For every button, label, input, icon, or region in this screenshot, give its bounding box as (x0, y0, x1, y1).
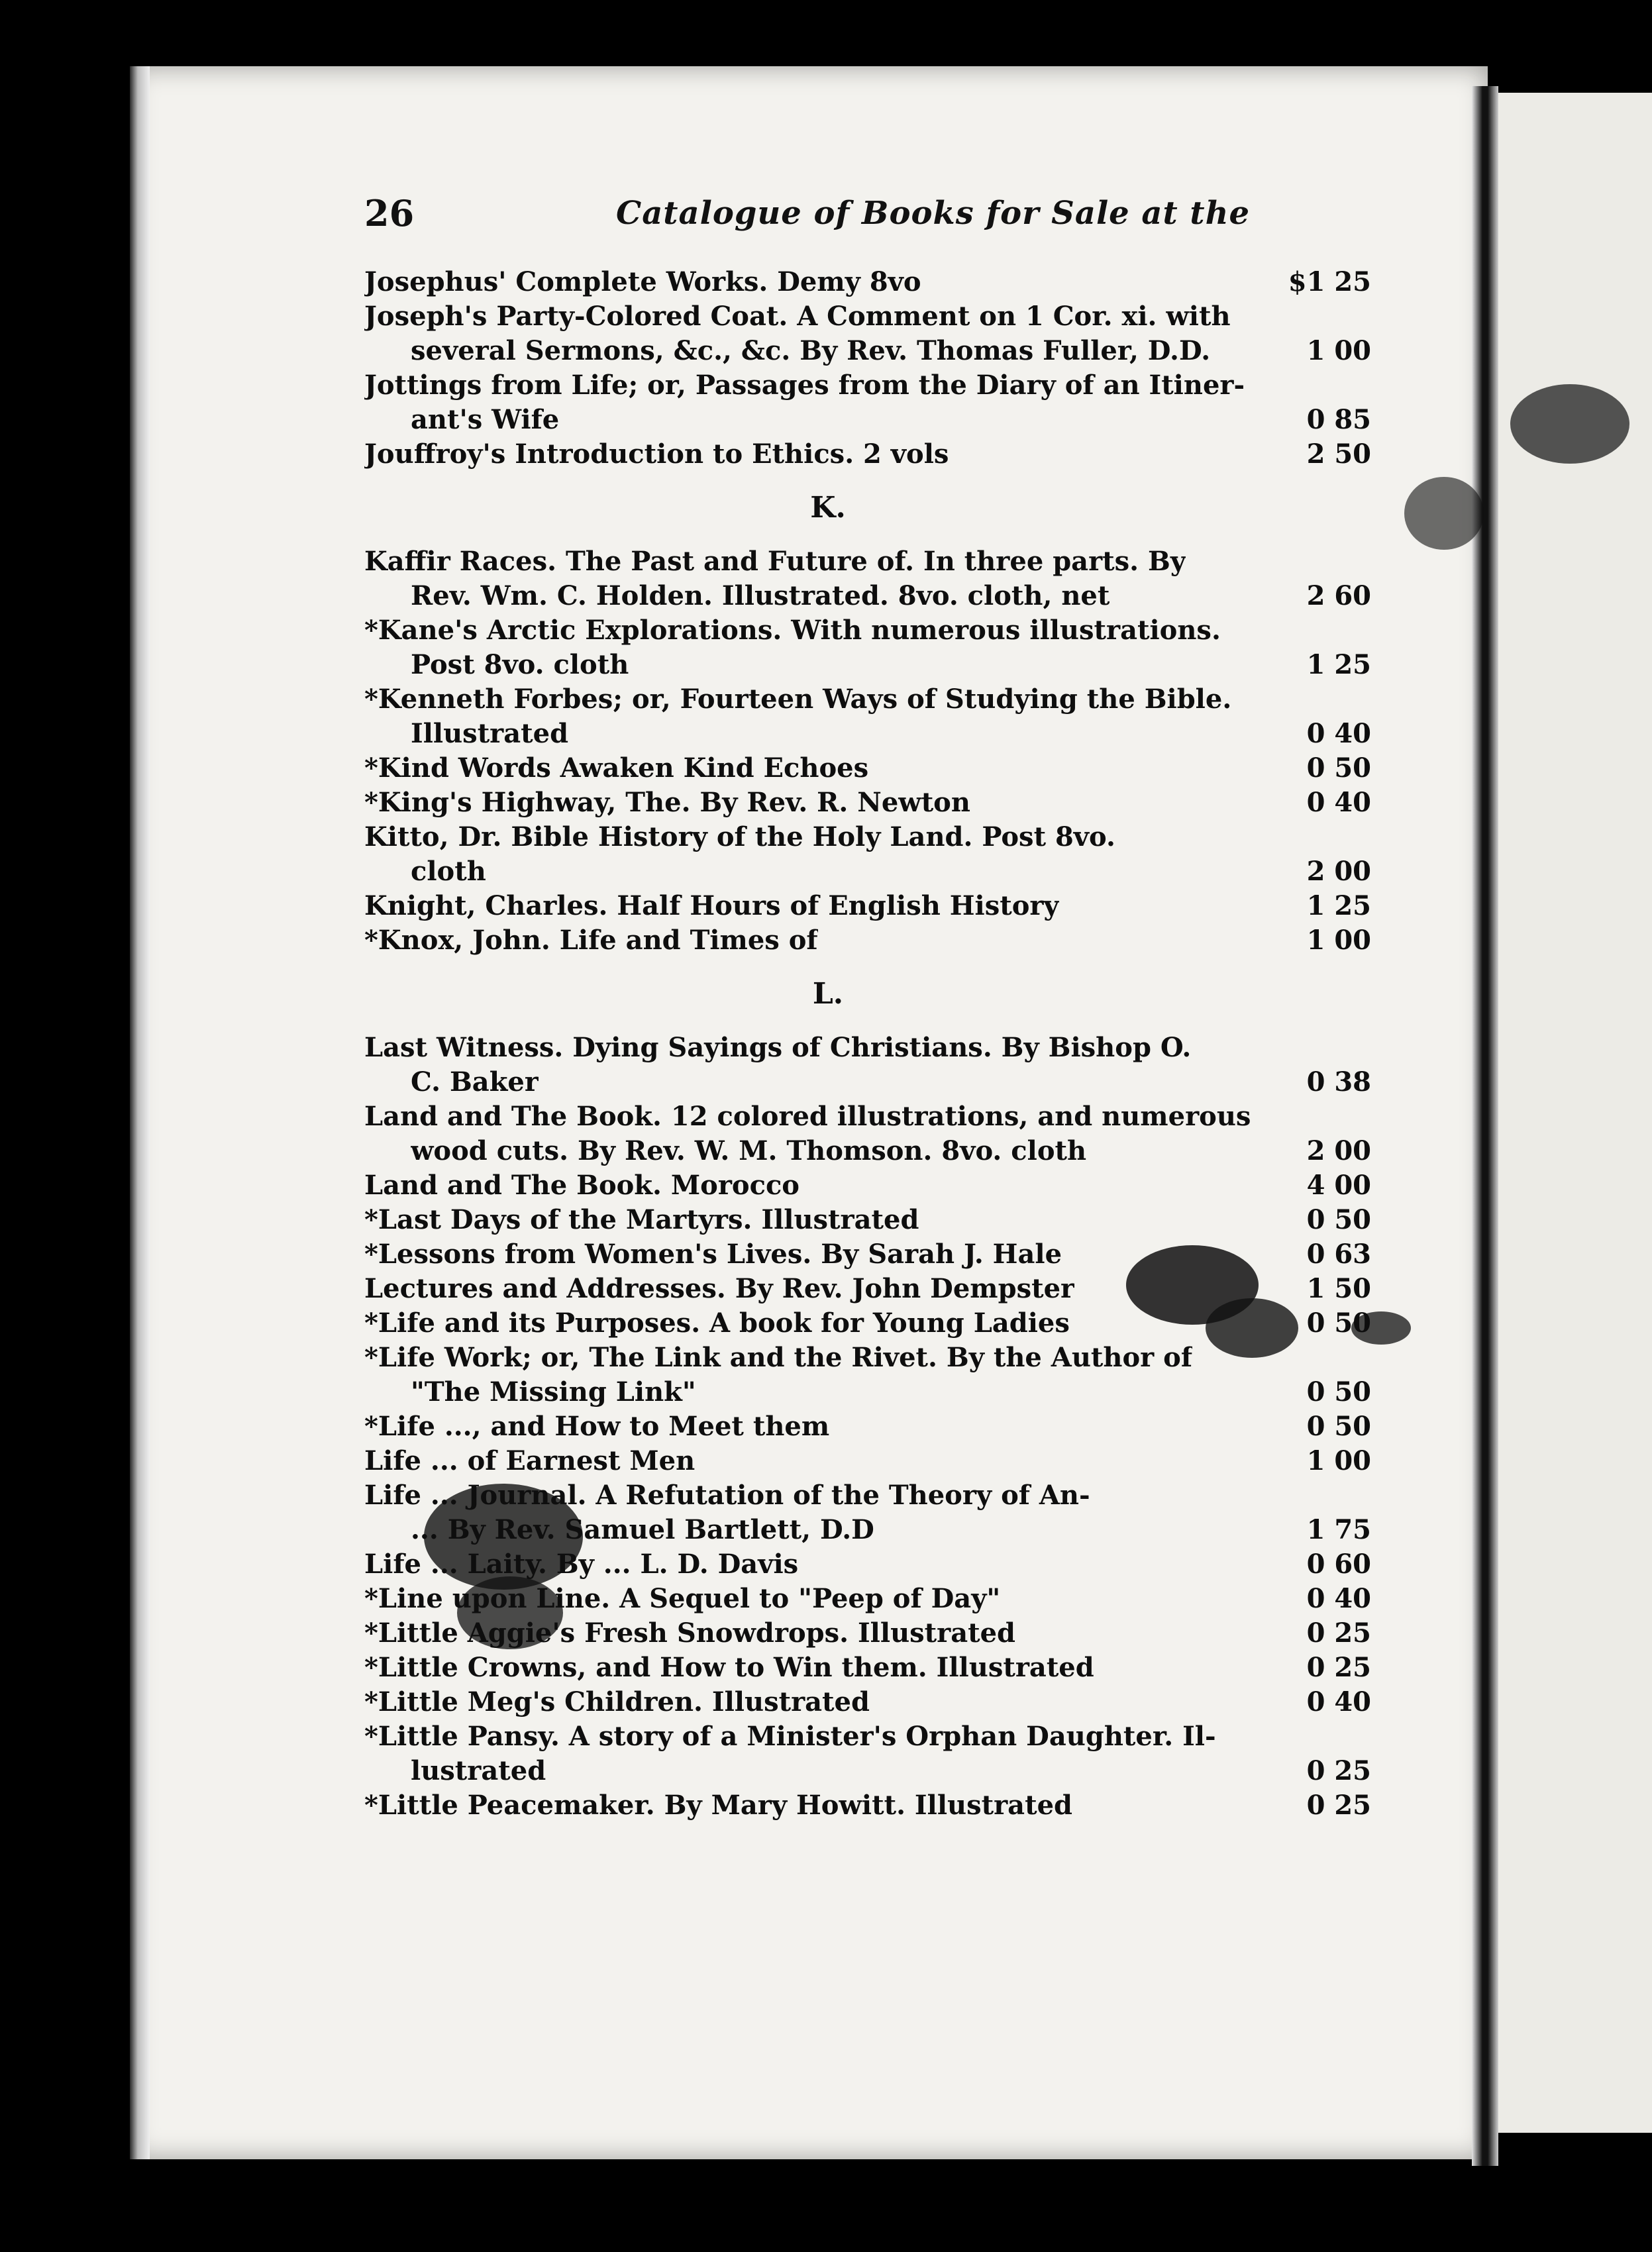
entry-text: Rev. Wm. C. Holden. Illustrated. 8vo. cloth, net (411, 580, 1110, 611)
entry-text: *Last Days of the Martyrs. Illustrated (364, 1204, 919, 1235)
section-letter: K. (810, 491, 846, 525)
entry-price: 2 60 (1306, 580, 1371, 611)
catalogue-entry (364, 1651, 1371, 1685)
entry-text: Last Witness. Dying Sayings of Christians. By Bishop O. (364, 1032, 1192, 1063)
entry-text: Knight, Charles. Half Hours of English History (364, 890, 1059, 921)
entry-text: *Kenneth Forbes; or, Fourteen Ways of Studying the Bible. (364, 684, 1232, 715)
entry-text: Jouffroy's Introduction to Ethics. 2 vols (364, 438, 949, 470)
entry-text: Joseph's Party-Colored Coat. A Comment on 1 Cor. xi. with (364, 301, 1231, 332)
entry-line (364, 1788, 1371, 1823)
entry-line (364, 1306, 1371, 1341)
ink-stain (1510, 384, 1629, 464)
entry-price: 0 50 (1306, 1411, 1371, 1442)
entry-text: lustrated (411, 1755, 546, 1786)
entry-text: *Life Work; or, The Link and the Rivet. By the Author of (364, 1342, 1193, 1373)
catalogue-entry (364, 1719, 1371, 1788)
entry-line (364, 1651, 1371, 1685)
catalogue-entries (364, 265, 1371, 1823)
entry-price: 0 85 (1306, 404, 1371, 435)
catalogue-entry (364, 1547, 1371, 1582)
entry-text: *Life ..., and How to Meet them (364, 1411, 830, 1442)
catalogue-entry (364, 1788, 1371, 1823)
entry-line (364, 820, 1371, 854)
page-left-edge (130, 66, 150, 2159)
catalogue-entry (364, 544, 1371, 613)
page-header (364, 192, 1371, 245)
entry-price: 0 60 (1306, 1549, 1371, 1580)
entry-text: *Lessons from Women's Lives. By Sarah J. Hale (364, 1239, 1062, 1270)
entry-price: 1 50 (1306, 1273, 1371, 1304)
entry-price: 0 38 (1306, 1066, 1371, 1098)
entry-line (364, 786, 1371, 820)
entry-text: ... By Rev. Samuel Bartlett, D.D (411, 1514, 874, 1545)
catalogue-entry (364, 1272, 1371, 1306)
catalogue-entry (364, 1685, 1371, 1719)
entry-line (364, 1616, 1371, 1651)
entry-text: Land and The Book. Morocco (364, 1170, 800, 1201)
entry-price: 4 00 (1306, 1170, 1371, 1201)
entry-text: *Line upon Line. A Sequel to "Peep of Day" (364, 1583, 1001, 1614)
catalogue-entry (364, 786, 1371, 820)
entry-line (364, 1134, 1371, 1168)
entry-line (364, 1065, 1371, 1100)
catalogue-entry (364, 889, 1371, 923)
entry-line (364, 889, 1371, 923)
entry-text: Illustrated (411, 718, 569, 749)
entry-price: 0 50 (1306, 752, 1371, 784)
entry-line (364, 1100, 1371, 1134)
entry-line (364, 1272, 1371, 1306)
entry-price: 0 25 (1306, 1755, 1371, 1786)
entry-text: *Knox, John. Life and Times of (364, 925, 818, 956)
entry-price: 0 40 (1306, 718, 1371, 749)
entry-line (364, 544, 1371, 579)
catalogue-entry (364, 1237, 1371, 1272)
entry-text: *Little Meg's Children. Illustrated (364, 1686, 870, 1717)
entry-price: 2 00 (1306, 1135, 1371, 1166)
entry-price: 0 40 (1306, 1583, 1371, 1614)
entry-price: 0 50 (1306, 1307, 1371, 1339)
entry-price: 0 25 (1306, 1652, 1371, 1683)
entry-line (364, 403, 1371, 437)
ink-stain (1404, 477, 1484, 550)
entry-text: *Life and its Purposes. A book for Young Ladies (364, 1307, 1070, 1339)
entry-line (364, 1685, 1371, 1719)
catalogue-entry (364, 682, 1371, 751)
entry-line (364, 299, 1371, 334)
entry-line (364, 613, 1371, 648)
catalogue-entry (364, 1203, 1371, 1237)
catalogue-entry (364, 299, 1371, 368)
catalogue-entry (364, 1582, 1371, 1616)
entry-text: Life ... Journal. A Refutation of the Theory of An- (364, 1480, 1090, 1511)
entry-text: ant's Wife (411, 404, 560, 435)
entry-price: 0 50 (1306, 1204, 1371, 1235)
entry-text: Land and The Book. 12 colored illustrations, and numerous (364, 1101, 1251, 1132)
catalogue-entry (364, 751, 1371, 786)
entry-text: Josephus' Complete Works. Demy 8vo (364, 266, 921, 297)
entry-line (364, 1203, 1371, 1237)
entry-price: 1 00 (1306, 925, 1371, 956)
entry-line (364, 437, 1371, 472)
entry-text: *Little Peacemaker. By Mary Howitt. Illustrated (364, 1790, 1072, 1821)
catalogue-entry (364, 613, 1371, 682)
entry-line (364, 1719, 1371, 1754)
entry-price: 0 25 (1306, 1617, 1371, 1649)
catalogue-entry (364, 1478, 1371, 1547)
page-number: 26 (364, 192, 415, 234)
catalogue-entry (364, 923, 1371, 958)
entry-text: C. Baker (411, 1066, 539, 1098)
catalogue-entry (364, 265, 1371, 299)
entry-line (364, 1582, 1371, 1616)
entry-text: *Little Pansy. A story of a Minister's Orphan Daughter. Il- (364, 1721, 1216, 1752)
entry-line (364, 1513, 1371, 1547)
entry-line (364, 1031, 1371, 1065)
entry-line (364, 854, 1371, 889)
entry-line (364, 648, 1371, 682)
entry-price: 1 25 (1306, 649, 1371, 680)
catalogue-entry (364, 368, 1371, 437)
entry-line (364, 1754, 1371, 1788)
entry-line (364, 1375, 1371, 1409)
entry-price: 1 00 (1306, 1445, 1371, 1476)
entry-price: 0 40 (1306, 1686, 1371, 1717)
entry-price: 1 75 (1306, 1514, 1371, 1545)
entry-price: 1 25 (1306, 890, 1371, 921)
entry-line (364, 1444, 1371, 1478)
entry-price: 0 63 (1306, 1239, 1371, 1270)
entry-text: Kitto, Dr. Bible History of the Holy Land. Post 8vo. (364, 821, 1115, 852)
entry-line (364, 368, 1371, 403)
catalogue-entry (364, 820, 1371, 889)
catalogue-entry (364, 1306, 1371, 1341)
entry-line (364, 1168, 1371, 1203)
entry-price: $1 25 (1288, 266, 1371, 297)
entry-line (364, 1547, 1371, 1582)
entry-line (364, 717, 1371, 751)
entry-text: Post 8vo. cloth (411, 649, 629, 680)
entry-line (364, 1409, 1371, 1444)
entry-price: 0 50 (1306, 1376, 1371, 1408)
entry-text: *Kane's Arctic Explorations. With numerous illustrations. (364, 615, 1221, 646)
entry-text: Life ... Laity. By ... L. D. Davis (364, 1549, 799, 1580)
entry-line (364, 1341, 1371, 1375)
entry-price: 2 00 (1306, 856, 1371, 887)
catalogue-entry (364, 1168, 1371, 1203)
section-letter: L. (812, 977, 844, 1011)
entry-line (364, 334, 1371, 368)
entry-price: 1 00 (1306, 335, 1371, 366)
entry-text: *Kind Words Awaken Kind Echoes (364, 752, 869, 784)
entry-line (364, 682, 1371, 717)
entry-line (364, 579, 1371, 613)
entry-price: 0 25 (1306, 1790, 1371, 1821)
entry-text: *Little Crowns, and How to Win them. Illustrated (364, 1652, 1094, 1683)
entry-line (364, 1478, 1371, 1513)
running-title: Catalogue of Books for Sale at the (616, 195, 1251, 232)
entry-text: "The Missing Link" (411, 1376, 696, 1408)
entry-text: Life ... of Earnest Men (364, 1445, 696, 1476)
catalogue-entry (364, 1616, 1371, 1651)
catalogue-entry (364, 437, 1371, 472)
entry-text: *Little Aggie's Fresh Snowdrops. Illustrated (364, 1617, 1016, 1649)
catalogue-entry (364, 1409, 1371, 1444)
catalogue-entry (364, 1341, 1371, 1409)
catalogue-entry (364, 1100, 1371, 1168)
entry-text: several Sermons, &c., &c. By Rev. Thomas Fuller, D.D. (411, 335, 1211, 366)
entry-text: Jottings from Life; or, Passages from the Diary of an Itiner- (364, 370, 1245, 401)
entry-text: wood cuts. By Rev. W. M. Thomson. 8vo. cloth (411, 1135, 1087, 1166)
entry-text: cloth (411, 856, 486, 887)
entry-text: Kaffir Races. The Past and Future of. In three parts. By (364, 546, 1186, 577)
entry-text: *King's Highway, The. By Rev. R. Newton (364, 787, 970, 818)
entry-price: 2 50 (1306, 438, 1371, 470)
entry-line (364, 1237, 1371, 1272)
entry-text: Lectures and Addresses. By Rev. John Dempster (364, 1273, 1075, 1304)
catalogue-entry (364, 1031, 1371, 1100)
entry-price: 0 40 (1306, 787, 1371, 818)
book-gutter (1472, 86, 1498, 2166)
entry-line (364, 265, 1371, 299)
entry-line (364, 751, 1371, 786)
entry-line (364, 923, 1371, 958)
catalogue-entry (364, 1444, 1371, 1478)
